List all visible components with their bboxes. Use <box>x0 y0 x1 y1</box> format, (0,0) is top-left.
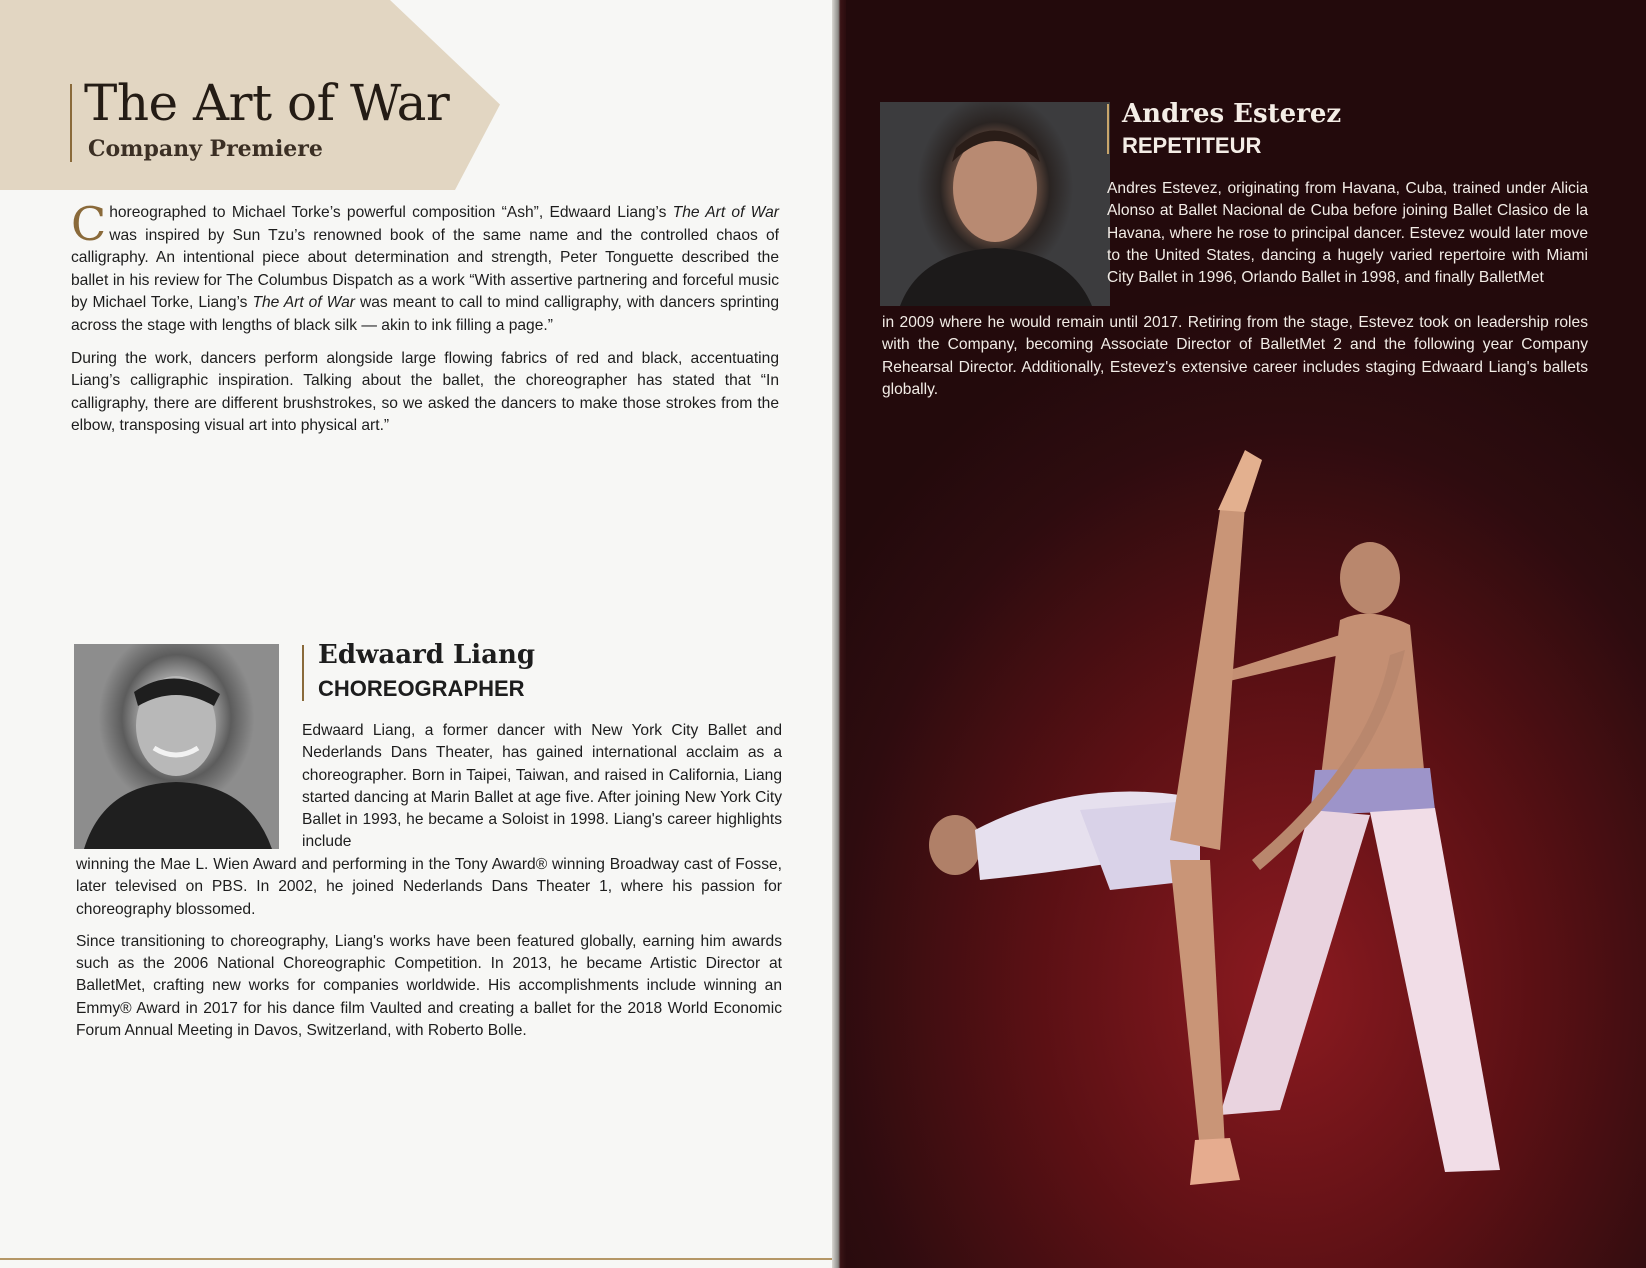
intro-paragraph-1 <box>71 197 780 338</box>
repetiteur-bio-top: Andres Estevez, originating from Havana, Cuba, trained under Alicia Alonso at Ballet Nacional de Cuba before joining Ballet Clasico de la Havana, where he rose to principal dancer. Estevez would later move to the United States, dancing a hugely varied repertoire with Miami City Ballet in 1996, Orlando Ballet in 1998, and finally BalletMet <box>1107 180 1588 287</box>
work-title-italic: The Art of War <box>672 204 779 221</box>
repetiteur-bio-bottom: in 2009 where he would remain until 2017. Retiring from the stage, Estevez took on leadership roles with the Company, becoming Associate Director of BalletMet 2 and the following year Company Rehearsal Director. Additionally, Estevez's extensive career includes staging Edwaard Liang's ballets globally. <box>882 314 1588 398</box>
choreographer-role: CHOREOGRAPHER <box>318 676 525 701</box>
repetiteur-portrait <box>880 102 1110 306</box>
choreographer-portrait <box>74 644 279 849</box>
choreographer-name: Edwaard Liang <box>318 640 536 670</box>
intro-text <box>71 197 780 448</box>
dancers-photo <box>900 450 1520 1230</box>
repetiteur-name: Andres Esterez <box>1122 99 1342 129</box>
repetiteur-role: REPETITEUR <box>1122 133 1262 158</box>
choreographer-bio-bottom <box>76 854 782 1052</box>
choreographer-bio-top: Edwaard Liang, a former dancer with New York City Ballet and Nederlands Dans Theater, has gained international acclaim as a choreographer. Born in Taipei, Taiwan, and raised in California, Liang started dancing at Marin Ballet at age five. After joining New York City Ballet in 1993, he became a Soloist in 1998. Liang's career highlights include <box>302 722 782 851</box>
choreographer-bio-continued: winning the Mae L. Wien Award and performing in the Tony Award® winning Broadway cast of Fosse, later televised on PBS. In 2002, he joined Nederlands Dans Theater 1, where his passion for choreography blossomed. <box>76 856 782 918</box>
page-title: The Art of War <box>84 74 450 132</box>
bottom-rule <box>0 1258 832 1260</box>
intro-text-b: was inspired by Sun Tzu’s renowned book of the same name and the controlled chaos of calligraphy. An intentional piece about determination and strength, Peter Tonguette described the ballet in his review for The Columbus Dispatch as a work “With assertive partnering and forceful music by Michael Torke, Liang’s <box>71 226 779 312</box>
title-accent-rule <box>70 84 72 162</box>
bio-accent-rule <box>1107 104 1109 154</box>
drop-cap: C <box>71 197 107 251</box>
book-gutter <box>832 0 846 1268</box>
intro-paragraph-2: During the work, dancers perform alongside large flowing fabrics of red and black, accentuating Liang’s calligraphic inspiration. Talking about the ballet, the choreographer has stated that “In calligraphy, there are different brushstrokes, so we asked the dancers to make those strokes from the elbow, transposing visual art into physical art.” <box>71 349 779 435</box>
intro-text-a: horeographed to Michael Torke’s powerful composition “Ash”, Edwaard Liang’s <box>109 204 673 221</box>
choreographer-bio-paragraph-2: Since transitioning to choreography, Liang's works have been featured globally, earning him awards such as the 2006 National Choreographic Competition. In 2013, he became Artistic Director at BalletMet, crafting new works for companies worldwide. His accomplishments include winning an Emmy® Award in 2017 for his dance film Vaulted and creating a ballet for the 2018 World Economic Forum Annual Meeting in Davos, Switzerland, with Roberto Bolle. <box>76 932 782 1040</box>
bio-accent-rule <box>302 645 304 701</box>
work-title-italic: The Art of War <box>252 294 355 312</box>
intro-text-c: was meant to call to mind calligraphy, with dancers sprinting across the stage with lengths of black silk — akin to ink filling a page.” <box>71 294 780 334</box>
portrait-silhouette-icon <box>880 102 1110 306</box>
page-subtitle: Company Premiere <box>88 136 323 162</box>
ballet-dancers-illustration <box>900 450 1520 1230</box>
portrait-silhouette-icon <box>74 644 279 849</box>
